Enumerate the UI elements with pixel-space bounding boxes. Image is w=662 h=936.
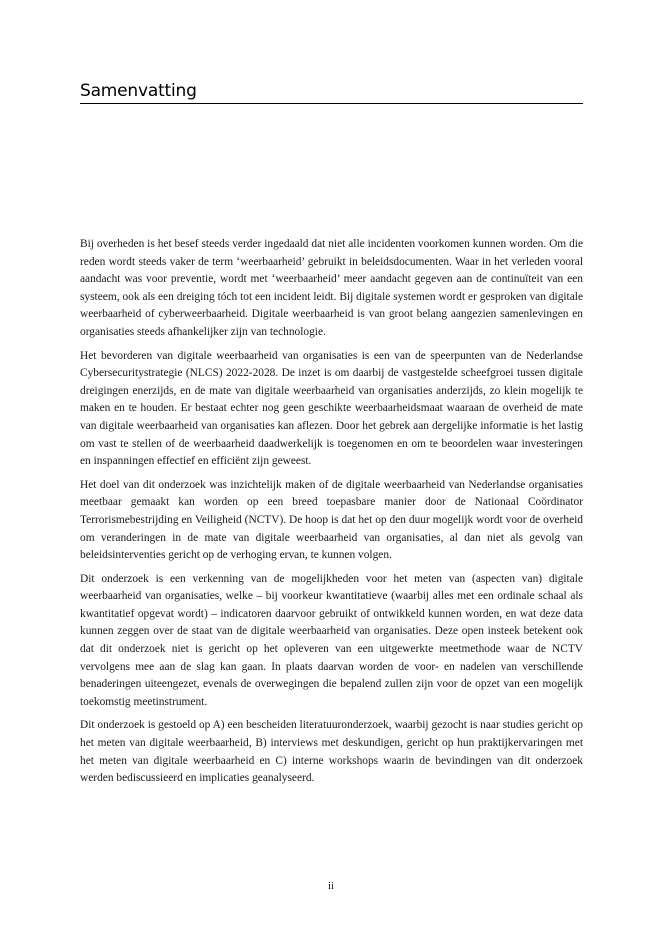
paragraph-exploration: Dit onderzoek is een verkenning van de mogelijkheden voor het meten van (aspecten van) digitale weerbaarheid van organisaties, welke – bij voorkeur kwantitatieve (waarbij alles met een ordinale schaal als kwantitatief opgevat wordt) – indicatoren daarvoor gebruikt of ontwikkeld kunnen worden, en wat deze data kunnen zeggen over de staat van de digitale weerbaarheid van organisaties. Deze open insteek betekent ook dat dit onderzoek niet is gericht op het opleveren van een uitgewerkte meetmethode waar de NCTV vervolgens mee aan de slag kan gaan. In plaats daarvan worden de voor- en nadelen van verschillende benaderingen uiteengezet, evenals de overwegingen die bepalend zullen zijn voor de opzet van een mogelijk toekomstig meetinstrument. xyxy=(80,572,583,708)
paragraph-intro: Bij overheden is het besef steeds verder ingedaald dat niet alle incidenten voorkomen kunnen worden. Om die reden wordt steeds vaker de term ‘weerbaarheid’ gebruikt in beleidsdocumenten. Waar in het verleden vooral aandacht was voor preventie, wordt met ‘weerbaarheid’ meer aandacht gegeven aan de continuïteit van een systeem, ook als een dreiging tóch tot een incident leidt. Bij digitale systemen wordt er gesproken van digitale weerbaarheid of cyberweerbaarheid. Digitale weerbaarheid is van groot belang aangezien samenlevingen en organisaties steeds afhankelijker zijn van technologie. xyxy=(80,238,583,338)
section-heading: Samenvatting xyxy=(80,81,197,101)
paragraph-method: Dit onderzoek is gestoeld op A) een bescheiden literatuuronderzoek, waarbij gezocht is naar studies gericht op het meten van digitale weerbaarheid, B) interviews met deskundigen, gericht op hun praktijkervaringen met het meten van digitale weerbaarheid en C) interne workshops waarin de bevindingen van dit onderzoek werden bediscussieerd en implicaties geanalyseerd. xyxy=(80,719,583,785)
paragraph-goal: Het doel van dit onderzoek was inzichtelijk maken of de digitale weerbaarheid van Nederlandse organisaties meetbaar gemaakt kan worden op een breed toepasbare manier door de Nationaal Coördinator Terrorismebestrijding en Veiligheid (NCTV). De hoop is dat het op den duur mogelijk wordt voor de overheid om veranderingen in de mate van digitale weerbaarheid van organisaties, al dan niet als gevolg van beleidsinterventies gericht op de verhoging ervan, te kunnen volgen. xyxy=(80,478,583,562)
heading-underline xyxy=(80,103,583,104)
body-text xyxy=(80,236,583,794)
page-number: ii xyxy=(327,880,335,892)
paragraph-nlcs: Het bevorderen van digitale weerbaarheid van organisaties is een van de speerpunten van de Nederlandse Cybersecuritystrategie (NLCS) 2022-2028. De inzet is om daarbij de vastgestelde scheefgroei tussen digitale dreigingen enerzijds, en de mate van digitale weerbaarheid van organisaties anderzijds, zo klein mogelijk te maken en te houden. Er bestaat echter nog geen geschikte weerbaarheidsmaat waaraan de overheid de mate van digitale weerbaarheid van organisaties kan aflezen. Door het gebrek aan dergelijke informatie is het lastig om vast te stellen of de weerbaarheid daadwerkelijk is toegenomen en om te beoordelen waar investeringen en inspanningen effectief en efficiënt zijn geweest. xyxy=(80,349,583,468)
